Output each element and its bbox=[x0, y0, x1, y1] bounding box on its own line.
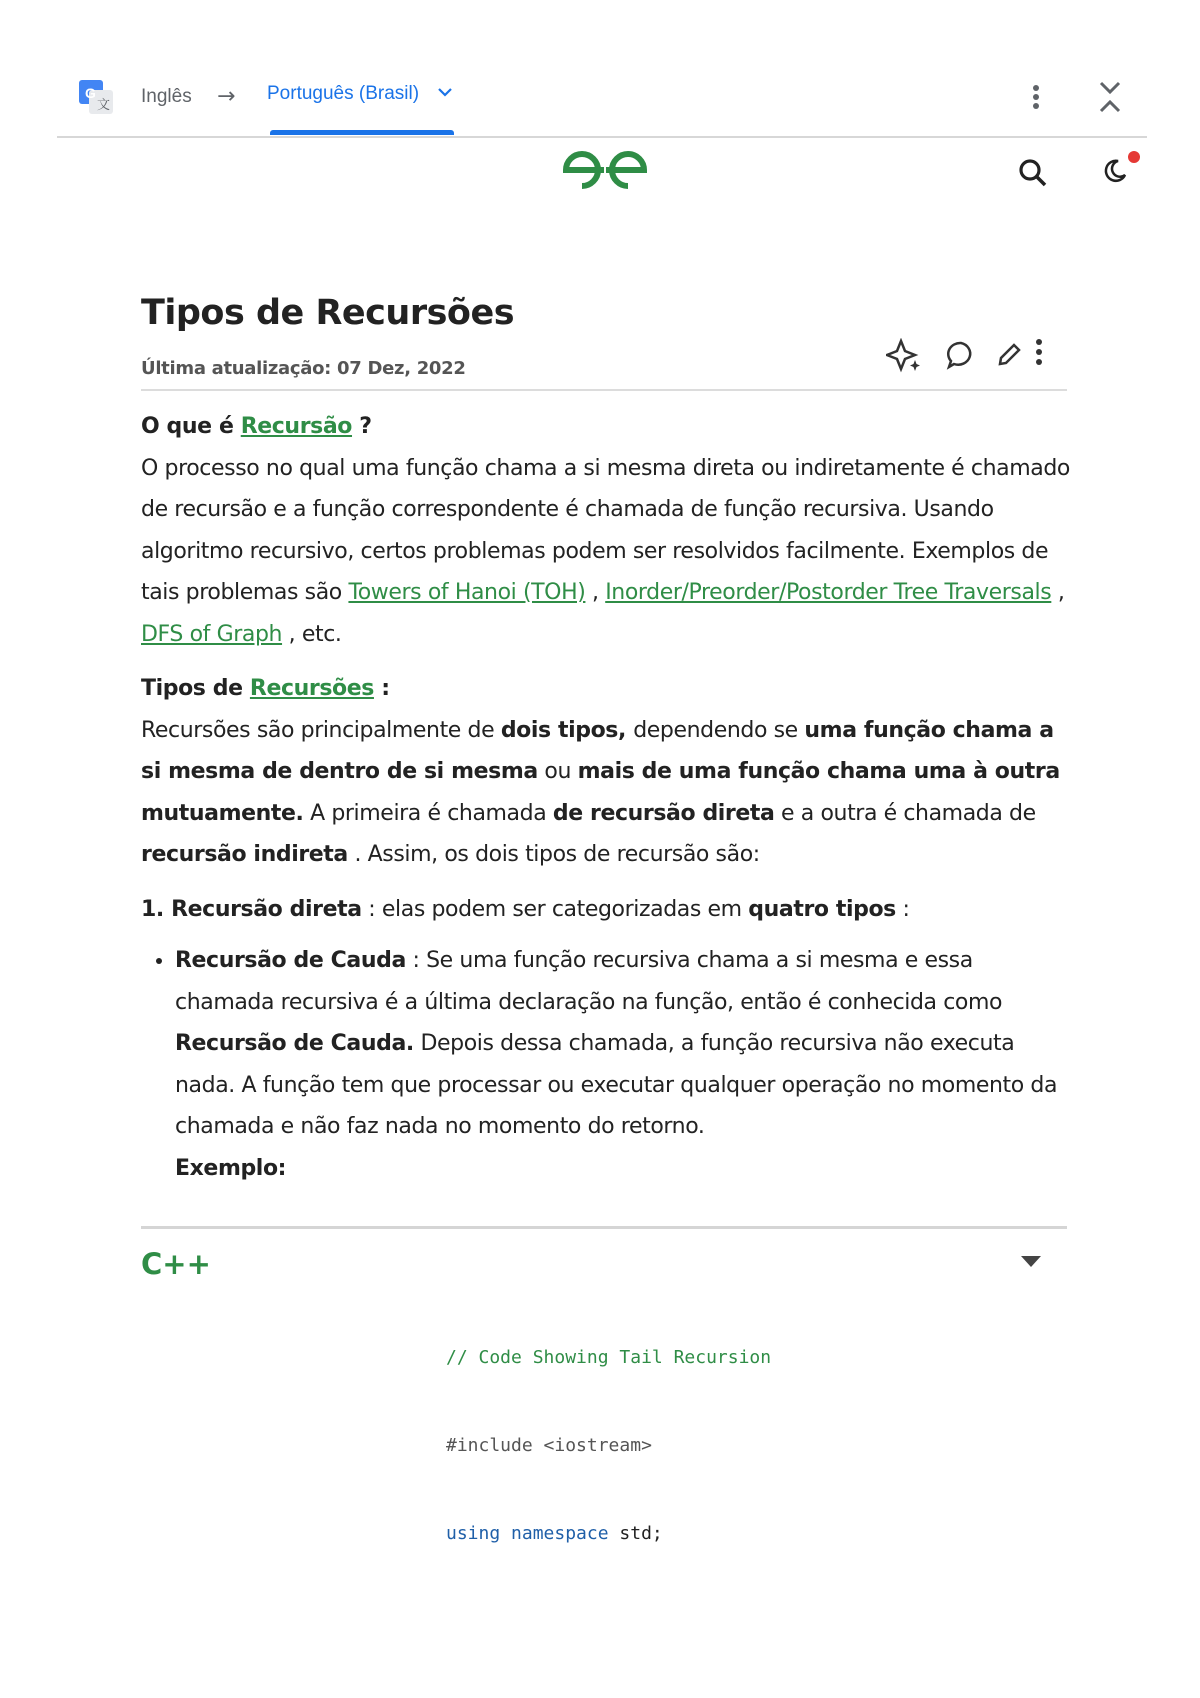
active-language-indicator bbox=[270, 130, 454, 135]
code-line: // Code Showing Tail Recursion bbox=[446, 1347, 772, 1368]
article-content bbox=[141, 406, 1071, 1189]
recursions-link[interactable]: Recursões bbox=[249, 676, 374, 701]
target-language[interactable]: Português (Brasil) bbox=[267, 83, 420, 104]
last-updated: Última atualização: 07 Dez, 2022 bbox=[141, 358, 466, 379]
translate-arrow-icon: → bbox=[217, 84, 236, 109]
recursion-link[interactable]: Recursão bbox=[240, 414, 353, 439]
code-line: #include <iostream> bbox=[446, 1435, 652, 1456]
collapse-icon[interactable] bbox=[1098, 80, 1122, 118]
caret-down-icon[interactable] bbox=[1020, 1254, 1042, 1273]
search-icon[interactable] bbox=[1018, 158, 1048, 192]
code-block-divider bbox=[141, 1226, 1067, 1229]
chevron-down-icon[interactable] bbox=[437, 84, 453, 104]
question-heading: O que é Recursão ? bbox=[141, 414, 372, 439]
comment-icon[interactable] bbox=[946, 340, 976, 374]
code-line: using namespace std; bbox=[446, 1523, 663, 1544]
google-translate-icon[interactable] bbox=[79, 80, 111, 112]
ai-sparkle-icon[interactable] bbox=[886, 338, 922, 378]
code-content bbox=[446, 1347, 771, 1611]
page-title: Tipos de Recursões bbox=[141, 293, 515, 333]
divider bbox=[141, 389, 1067, 391]
source-language[interactable]: Inglês bbox=[141, 86, 192, 107]
translate-bar bbox=[57, 58, 1147, 138]
svg-text:文: 文 bbox=[97, 98, 111, 113]
svg-text:G: G bbox=[85, 85, 96, 101]
more-vert-icon[interactable] bbox=[1030, 84, 1042, 116]
gfg-logo[interactable] bbox=[560, 148, 650, 196]
types-paragraph: Recursões são principalmente de dois tipos, dependendo se uma função chama a si mesma de dentro de si mesma ou mais de uma função chama uma à outra mutuamente. A primeira é chamada de recursão direta e a outra é chamada de recursão indireta . Assim, os dois tipos de recursão são: bbox=[141, 717, 1060, 867]
list-item: • Recursão de Cauda : Se uma função recursiva chama a si mesma e essa chamada recursiva é a última declaração na função, então é conhecida como Recursão de Cauda. Depois dessa chamada, a função recursiva não executa nada. A função tem que processar ou executar qualquer operação no momento da chamada e não faz nada no momento do retorno. Exemplo: bbox=[175, 940, 1071, 1189]
notification-dot bbox=[1128, 151, 1140, 163]
toh-link[interactable]: Towers of Hanoi (TOH) bbox=[348, 580, 586, 605]
traversals-link[interactable]: Inorder/Preorder/Postorder Tree Traversals bbox=[605, 580, 1052, 605]
dark-mode-icon[interactable] bbox=[1102, 158, 1128, 188]
example-label: Exemplo: bbox=[175, 1155, 287, 1181]
edit-icon[interactable] bbox=[996, 342, 1022, 372]
definition-paragraph: O processo no qual uma função chama a si mesma direta ou indiretamente é chamado de recursão e a função correspondente é chamada de função recursiva. Usando algoritmo recursivo, certos problemas podem ser resolvidos facilmente. Exemplos de tais problemas são Towers of Hanoi (TOH) , Inorder/Preorder/Postorder Tree Traversals , DFS of Graph , etc. bbox=[141, 455, 1070, 647]
more-icon[interactable] bbox=[1034, 338, 1044, 372]
types-heading: Tipos de Recursões : bbox=[141, 676, 390, 701]
recursion-types-list bbox=[141, 940, 1071, 1189]
code-language-tab[interactable]: C++ bbox=[141, 1247, 211, 1281]
dfs-link[interactable]: DFS of Graph bbox=[141, 621, 283, 647]
direct-recursion-heading: 1. Recursão direta : elas podem ser categorizadas em quatro tipos : bbox=[141, 896, 910, 922]
